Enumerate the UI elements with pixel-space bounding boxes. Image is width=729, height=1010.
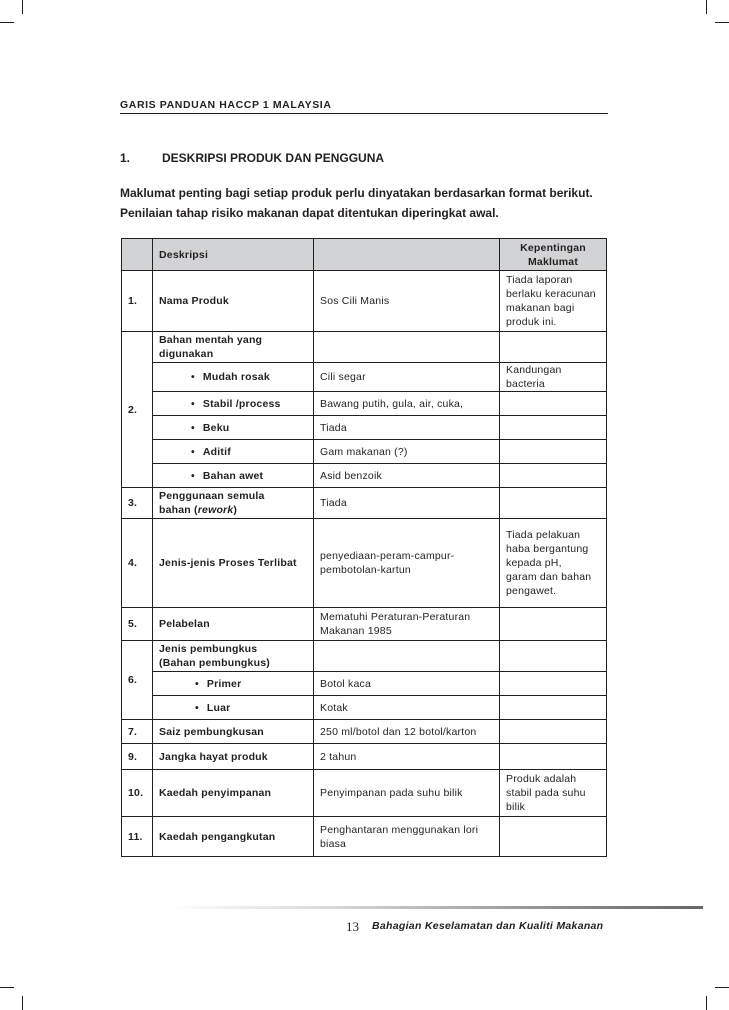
sub-value: Bawang putih, gula, air, cuka,: [314, 392, 500, 416]
header-cell: [122, 239, 153, 271]
row-note: Produk adalah stabil pada suhu bilik: [500, 770, 607, 817]
sub-note: Kandungan bacteria: [500, 363, 607, 392]
header-divider: [120, 113, 608, 114]
table-header-row: [122, 239, 607, 271]
sub-note: [500, 696, 607, 720]
row-note: Tiada pelakuan haba bergantung kepada pH, garam dan bahan pengawet.: [500, 519, 607, 608]
row-value: 250 ml/botol dan 12 botol/karton: [314, 720, 500, 744]
running-header: GARIS PANDUAN HACCP 1 MALAYSIA: [120, 99, 332, 111]
sub-note: [500, 672, 607, 696]
row-value: 2 tahun: [314, 744, 500, 770]
table-row: [122, 641, 607, 672]
section-title: DESKRIPSI PRODUK DAN PENGGUNA: [162, 151, 385, 165]
row-description: Saiz pembungkusan: [153, 720, 314, 744]
sub-label: • Stabil /process: [153, 392, 314, 416]
sub-label: • Luar: [153, 696, 314, 720]
sub-note: [500, 392, 607, 416]
row-note: [500, 817, 607, 857]
intro-line: Penilaian tahap risiko makanan dapat ditentukan diperingkat awal.: [120, 206, 499, 220]
row-value: Tiada: [314, 488, 500, 519]
table-subrow: [122, 672, 607, 696]
row-note: [500, 332, 607, 363]
sub-label: • Mudah rosak: [153, 363, 314, 392]
row-number: 11.: [122, 817, 153, 857]
table-row: [122, 332, 607, 363]
row-value: Mematuhi Peraturan-Peraturan Makanan 1985: [314, 608, 500, 641]
sub-value: Asid benzoik: [314, 464, 500, 488]
row-value: [314, 641, 500, 672]
sub-value: Cili segar: [314, 363, 500, 392]
row-note: [500, 720, 607, 744]
sub-label: • Beku: [153, 416, 314, 440]
row-value: Penghantaran menggunakan lori biasa: [314, 817, 500, 857]
row-note: [500, 488, 607, 519]
sub-label: • Primer: [153, 672, 314, 696]
row-note: [500, 641, 607, 672]
intro-line: Maklumat penting bagi setiap produk perlu dinyatakan berdasarkan format berikut.: [120, 186, 593, 200]
table-subrow: [122, 416, 607, 440]
sub-value: Botol kaca: [314, 672, 500, 696]
intro-paragraph: [120, 183, 620, 223]
table-row: [122, 271, 607, 332]
table-subrow: [122, 440, 607, 464]
table-subrow: [122, 464, 607, 488]
row-description: Kaedah pengangkutan: [153, 817, 314, 857]
row-note: [500, 744, 607, 770]
row-value: penyediaan-peram-campur- pembotolan-kartun: [314, 519, 500, 608]
table-row: [122, 770, 607, 817]
header-cell: [314, 239, 500, 271]
row-description: Nama Produk: [153, 271, 314, 332]
sub-value: Tiada: [314, 416, 500, 440]
sub-value: Gam makanan (?): [314, 440, 500, 464]
row-number: 2.: [122, 332, 153, 488]
header-cell-description: Deskripsi: [153, 239, 314, 271]
row-number: 5.: [122, 608, 153, 641]
row-number: 4.: [122, 519, 153, 608]
row-description: Bahan mentah yang digunakan: [153, 332, 314, 363]
row-description: Jenis pembungkus (Bahan pembungkus): [153, 641, 314, 672]
row-number: 6.: [122, 641, 153, 720]
sub-value: Kotak: [314, 696, 500, 720]
row-number: 1.: [122, 271, 153, 332]
row-number: 9.: [122, 744, 153, 770]
table-row: [122, 488, 607, 519]
row-description: Jenis-jenis Proses Terlibat: [153, 519, 314, 608]
row-description: Jangka hayat produk: [153, 744, 314, 770]
sub-label: • Bahan awet: [153, 464, 314, 488]
table-row: [122, 720, 607, 744]
table-row: [122, 519, 607, 608]
page-number: 13: [346, 919, 359, 934]
sub-label: • Aditif: [153, 440, 314, 464]
footer-text: Bahagian Keselamatan dan Kualiti Makanan: [372, 920, 604, 932]
table-row: [122, 744, 607, 770]
header-cell-importance: Kepentingan Maklumat: [500, 239, 607, 271]
sub-note: [500, 440, 607, 464]
row-number: 7.: [122, 720, 153, 744]
table-subrow: [122, 363, 607, 392]
row-number: 10.: [122, 770, 153, 817]
row-description: Penggunaan semula bahan (rework): [153, 488, 314, 519]
sub-note: [500, 416, 607, 440]
row-number: 3.: [122, 488, 153, 519]
row-description: Pelabelan: [153, 608, 314, 641]
product-description-table: [121, 238, 607, 857]
row-description: Kaedah penyimpanan: [153, 770, 314, 817]
table-row: [122, 817, 607, 857]
sub-note: [500, 464, 607, 488]
row-value: Penyimpanan pada suhu bilik: [314, 770, 500, 817]
row-note: [500, 608, 607, 641]
table-subrow: [122, 696, 607, 720]
row-note: Tiada laporan berlaku keracunan makanan bagi produk ini.: [500, 271, 607, 332]
footer-divider: [168, 906, 703, 909]
row-value: [314, 332, 500, 363]
row-value: Sos Cili Manis: [314, 271, 500, 332]
table-subrow: [122, 392, 607, 416]
section-number: 1.: [120, 151, 131, 165]
table-row: [122, 608, 607, 641]
